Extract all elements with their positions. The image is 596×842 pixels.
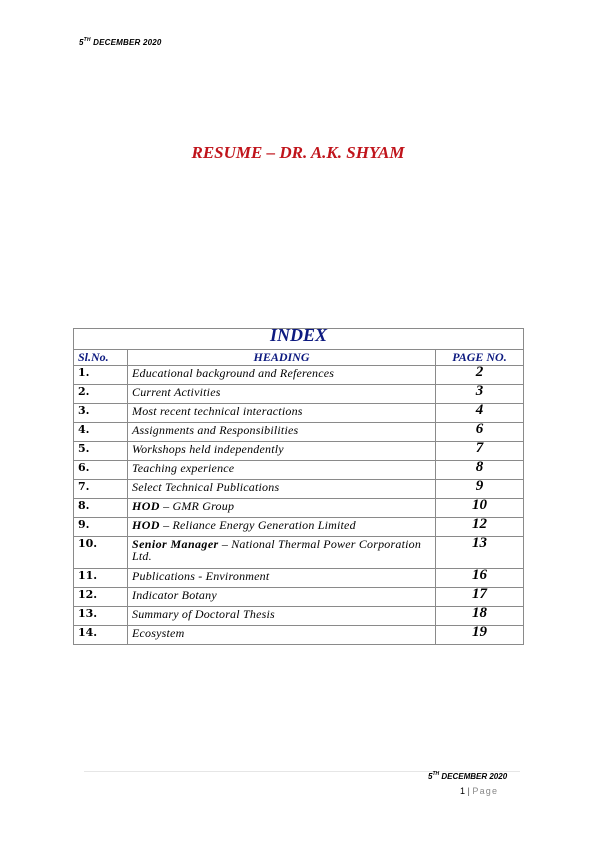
row-number: 12. — [74, 588, 128, 607]
row-heading — [128, 366, 436, 385]
row-heading-text: Educational background and References — [132, 366, 335, 380]
row-number: 11. — [74, 569, 128, 588]
index-header-row — [74, 350, 524, 366]
row-heading — [128, 518, 436, 537]
row-page-number: 18 — [436, 607, 524, 626]
row-page-number: 12 — [436, 518, 524, 537]
row-number: 8. — [74, 499, 128, 518]
table-row — [74, 537, 524, 569]
row-number: 3. — [74, 404, 128, 423]
row-heading-text: Workshops held independently — [132, 442, 284, 456]
row-heading-bold: HOD — [132, 499, 160, 513]
row-number: 14. — [74, 626, 128, 645]
row-number: 2. — [74, 385, 128, 404]
row-page-number: 16 — [436, 569, 524, 588]
row-heading-text: – GMR Group — [159, 499, 235, 513]
row-page-number: 13 — [436, 537, 524, 569]
column-header-heading: HEADING — [128, 350, 436, 366]
row-heading — [128, 537, 436, 569]
table-row — [74, 569, 524, 588]
row-number: 13. — [74, 607, 128, 626]
row-number: 7. — [74, 480, 128, 499]
row-heading — [128, 423, 436, 442]
row-number: 4. — [74, 423, 128, 442]
row-heading-text: Summary of Doctoral Thesis — [132, 607, 275, 621]
row-heading — [128, 607, 436, 626]
index-title: INDEX — [74, 329, 524, 350]
row-heading — [128, 588, 436, 607]
table-row — [74, 404, 524, 423]
table-row — [74, 518, 524, 537]
table-row — [74, 385, 524, 404]
row-page-number: 4 — [436, 404, 524, 423]
row-page-number: 2 — [436, 366, 524, 385]
row-heading-bold: Senior Manager — [132, 537, 219, 551]
row-heading — [128, 404, 436, 423]
row-page-number: 9 — [436, 480, 524, 499]
row-page-number: 8 — [436, 461, 524, 480]
table-row — [74, 461, 524, 480]
row-number: 10. — [74, 537, 128, 569]
footer-date: 5TH DECEMBER 2020 — [428, 771, 508, 781]
table-row — [74, 366, 524, 385]
table-row — [74, 423, 524, 442]
row-heading — [128, 385, 436, 404]
document-title: RESUME – DR. A.K. SHYAM — [191, 143, 405, 162]
row-number: 9. — [74, 518, 128, 537]
row-heading — [128, 442, 436, 461]
row-heading — [128, 499, 436, 518]
row-heading-text: – National Thermal Power Corporation Ltd. — [132, 537, 422, 563]
row-heading-text: Teaching experience — [132, 461, 235, 475]
row-heading-text: Assignments and Responsibilities — [132, 423, 299, 437]
table-row — [74, 588, 524, 607]
row-heading-bold: HOD — [132, 518, 160, 532]
row-heading-text: Publications - Environment — [132, 569, 270, 583]
table-row — [74, 499, 524, 518]
row-page-number: 19 — [436, 626, 524, 645]
row-heading — [128, 461, 436, 480]
row-page-number: 7 — [436, 442, 524, 461]
header-date: 5TH DECEMBER 2020 — [79, 37, 162, 47]
row-number: 6. — [74, 461, 128, 480]
row-heading-text: Ecosystem — [132, 626, 185, 640]
row-heading-text: Select Technical Publications — [132, 480, 280, 494]
row-heading-text: Indicator Botany — [132, 588, 217, 602]
row-page-number: 3 — [436, 385, 524, 404]
table-row — [74, 607, 524, 626]
row-page-number: 10 — [436, 499, 524, 518]
row-heading — [128, 569, 436, 588]
column-header-page: PAGE NO. — [436, 350, 524, 366]
row-heading-text: Current Activities — [132, 385, 221, 399]
footer-page-number: 1 | Page — [460, 786, 499, 796]
row-number: 5. — [74, 442, 128, 461]
table-row — [74, 442, 524, 461]
table-row — [74, 480, 524, 499]
row-heading — [128, 626, 436, 645]
row-heading — [128, 480, 436, 499]
column-header-no: Sl.No. — [74, 350, 128, 366]
row-heading-text: Most recent technical interactions — [132, 404, 303, 418]
row-number: 1. — [74, 366, 128, 385]
row-page-number: 6 — [436, 423, 524, 442]
index-table — [73, 325, 524, 645]
row-page-number: 17 — [436, 588, 524, 607]
row-heading-text: – Reliance Energy Generation Limited — [159, 518, 356, 532]
table-row — [74, 626, 524, 645]
